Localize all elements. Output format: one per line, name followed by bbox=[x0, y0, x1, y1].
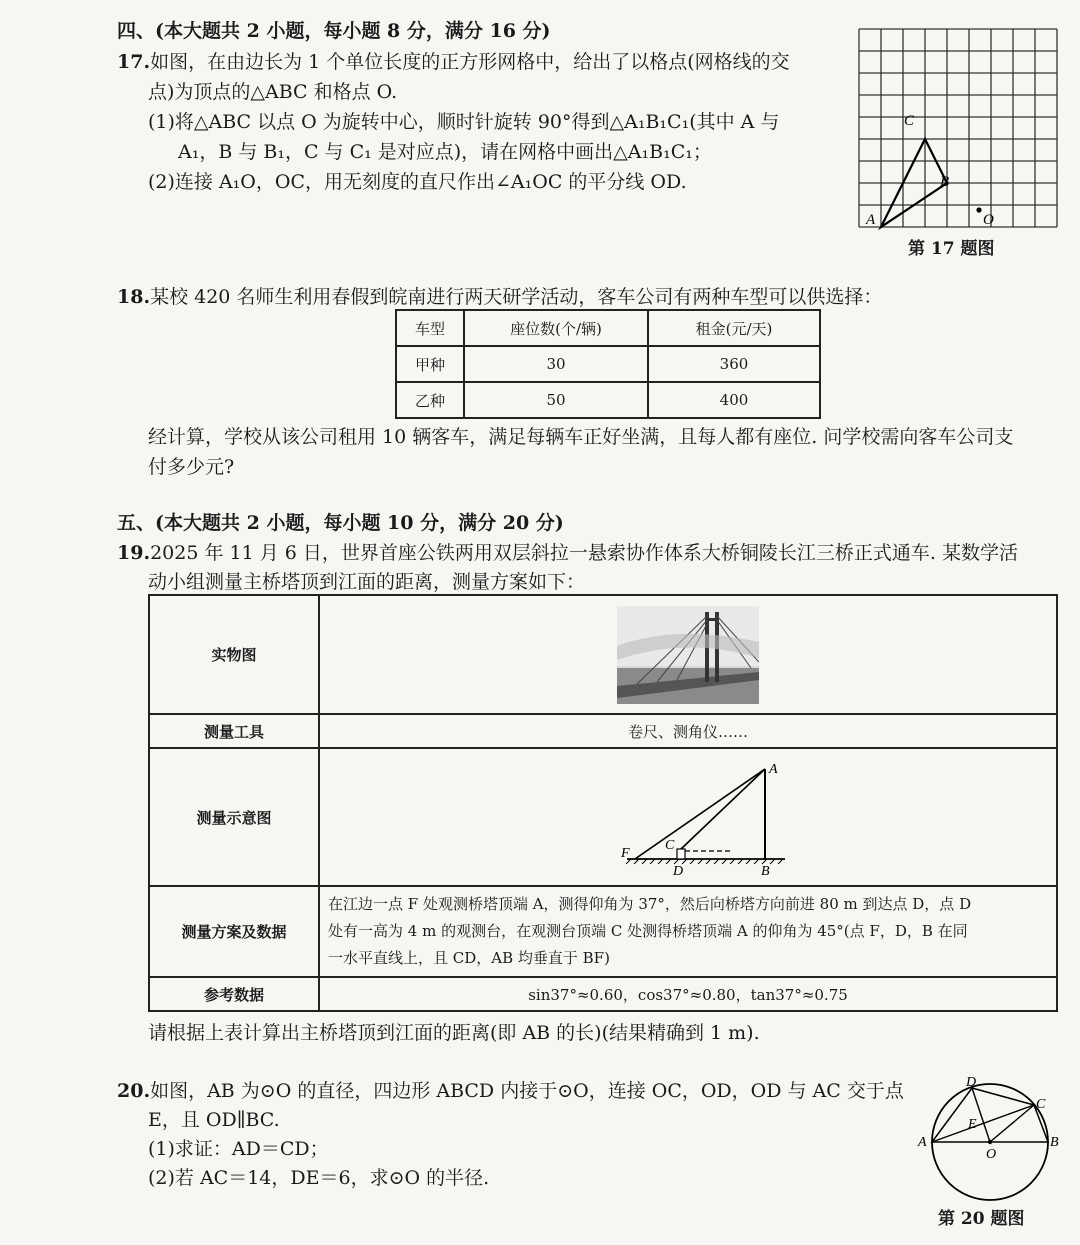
plan-cell bbox=[319, 886, 1057, 977]
row-label-reference: 参考数据 bbox=[149, 977, 319, 1011]
sight-line-fa bbox=[635, 769, 765, 859]
measurement-diagram bbox=[605, 753, 845, 881]
q17-line-1-text: 如图，在由边长为 1 个单位长度的正方形网格中，给出了以格点(网格线的交 bbox=[150, 51, 790, 73]
table-row bbox=[149, 977, 1057, 1011]
table-row bbox=[149, 714, 1057, 748]
q18-line-2: 经计算，学校从该公司租用 10 辆客车，满足每辆车正好坐满，且每人都有座位. 问学校需向客车公司支 bbox=[148, 426, 1014, 448]
plan-line-2: 处有一高为 4 m 的观测台，在观测台顶端 C 处测得桥塔顶端 A 的仰角为 45°(点 F，D，B 在同 bbox=[328, 922, 968, 940]
chord-ac bbox=[932, 1105, 1034, 1142]
label-a: A bbox=[769, 762, 778, 777]
segment-oc bbox=[990, 1105, 1034, 1142]
q20-number: 20. bbox=[117, 1080, 151, 1102]
table-row bbox=[396, 382, 820, 418]
q17-line-2: 点)为顶点的△ABC 和格点 O. bbox=[148, 81, 398, 103]
sight-line-ca bbox=[681, 769, 765, 849]
label-c: C bbox=[904, 113, 915, 129]
table-cell: 400 bbox=[648, 382, 820, 418]
q19-number: 19. bbox=[117, 542, 151, 564]
bridge-photo bbox=[617, 606, 759, 704]
table-cell: 甲种 bbox=[396, 346, 464, 382]
table-row bbox=[149, 748, 1057, 886]
table-row bbox=[149, 595, 1057, 714]
q19-line-2: 动小组测量主桥塔顶到江面的距离，测量方案如下： bbox=[148, 571, 586, 593]
row-label-photo: 实物图 bbox=[149, 595, 319, 714]
label-d: D bbox=[966, 1075, 977, 1090]
table-header: 车型 bbox=[396, 310, 464, 346]
reference-value: sin37°≈0.60，cos37°≈0.80，tan37°≈0.75 bbox=[319, 977, 1057, 1011]
q17-line-1 bbox=[117, 47, 790, 74]
q19-question: 请根据上表计算出主桥塔顶到江面的距离(即 AB 的长)(结果精确到 1 m). bbox=[148, 1022, 760, 1044]
q20-part-2: (2)若 AC＝14，DE＝6，求⊙O 的半径. bbox=[148, 1167, 490, 1189]
q18-line-3: 付多少元? bbox=[148, 456, 235, 478]
q19-line-1 bbox=[117, 538, 1018, 565]
quad-abcd bbox=[932, 1088, 1048, 1142]
q18-line-1-text: 某校 420 名师生利用春假到皖南进行两天研学活动，客车公司有两种车型可以供选择： bbox=[150, 286, 883, 308]
q20-part-1: (1)求证：AD＝CD； bbox=[148, 1138, 329, 1160]
row-label-plan: 测量方案及数据 bbox=[149, 886, 319, 977]
q17-part1-line-2: A₁，B 与 B₁，C 与 C₁ 是对应点)，请在网格中画出△A₁B₁C₁； bbox=[178, 141, 712, 163]
label-f: F bbox=[621, 846, 630, 861]
q20-line-2: E，且 OD∥BC. bbox=[148, 1109, 280, 1131]
label-o: O bbox=[986, 1147, 997, 1162]
label-b: B bbox=[761, 864, 770, 879]
q17-part1-line-1: (1)将△ABC 以点 O 为旋转中心，顺时针旋转 90°得到△A₁B₁C₁(其中 A 与 bbox=[148, 111, 780, 133]
q18-number: 18. bbox=[117, 286, 151, 308]
label-a: A bbox=[866, 212, 876, 228]
platform-cd bbox=[677, 849, 685, 859]
row-label-diagram: 测量示意图 bbox=[149, 748, 319, 886]
section-5-header: 五、(本大题共 2 小题，每小题 10 分，满分 20 分) bbox=[117, 512, 564, 534]
label-b: B bbox=[1050, 1135, 1059, 1150]
q17-number: 17. bbox=[117, 51, 151, 73]
table-cell: 360 bbox=[648, 346, 820, 382]
label-o: O bbox=[983, 212, 994, 228]
label-d: D bbox=[673, 864, 684, 879]
q18-line-1 bbox=[117, 282, 882, 309]
photo-cell bbox=[319, 595, 1057, 714]
row-label-tools: 测量工具 bbox=[149, 714, 319, 748]
table-row bbox=[149, 886, 1057, 977]
diagram-cell bbox=[319, 748, 1057, 886]
table-header: 租金(元/天) bbox=[648, 310, 820, 346]
table-cell: 50 bbox=[464, 382, 648, 418]
grid-lines bbox=[859, 29, 1057, 227]
q20-figure-caption: 第 20 题图 bbox=[938, 1209, 1025, 1229]
center-o bbox=[988, 1140, 992, 1144]
table-header-row bbox=[396, 310, 820, 346]
table-header: 座位数(个/辆) bbox=[464, 310, 648, 346]
label-c: C bbox=[665, 838, 675, 853]
segment-od bbox=[972, 1088, 990, 1142]
q20-circle-figure bbox=[912, 1072, 1062, 1202]
table-cell: 乙种 bbox=[396, 382, 464, 418]
q17-figure-caption: 第 17 题图 bbox=[908, 239, 995, 259]
point-o bbox=[976, 207, 981, 212]
q17-part2: (2)连接 A₁O，OC，用无刻度的直尺作出∠A₁OC 的平分线 OD. bbox=[148, 171, 687, 193]
q19-line-1-text: 2025 年 11 月 6 日，世界首座公铁两用双层斜拉一悬索协作体系大桥铜陵长江三桥正式通车. 某数学活 bbox=[150, 542, 1018, 564]
label-b: B bbox=[940, 174, 950, 190]
section-4-header: 四、(本大题共 2 小题，每小题 8 分，满分 16 分) bbox=[117, 20, 551, 42]
tools-value: 卷尺、测角仪…… bbox=[319, 714, 1057, 748]
q19-table bbox=[148, 594, 1058, 1012]
plan-line-1: 在江边一点 F 处观测桥塔顶端 A，测得仰角为 37°，然后向桥塔方向前进 80 m 到达点 D，点 D bbox=[328, 895, 972, 913]
plan-line-3: 一水平直线上，且 CD，AB 均垂直于 BF) bbox=[328, 949, 610, 967]
q18-table bbox=[395, 309, 821, 419]
table-row bbox=[396, 346, 820, 382]
label-c: C bbox=[1036, 1097, 1046, 1112]
q20-line-1-text: 如图，AB 为⊙O 的直径，四边形 ABCD 内接于⊙O，连接 OC，OD，OD 与 AC 交于点 bbox=[150, 1080, 904, 1102]
q17-grid-figure bbox=[856, 26, 1060, 232]
q20-line-1 bbox=[117, 1076, 904, 1103]
label-a: A bbox=[918, 1135, 927, 1150]
table-cell: 30 bbox=[464, 346, 648, 382]
label-e: E bbox=[968, 1117, 977, 1132]
